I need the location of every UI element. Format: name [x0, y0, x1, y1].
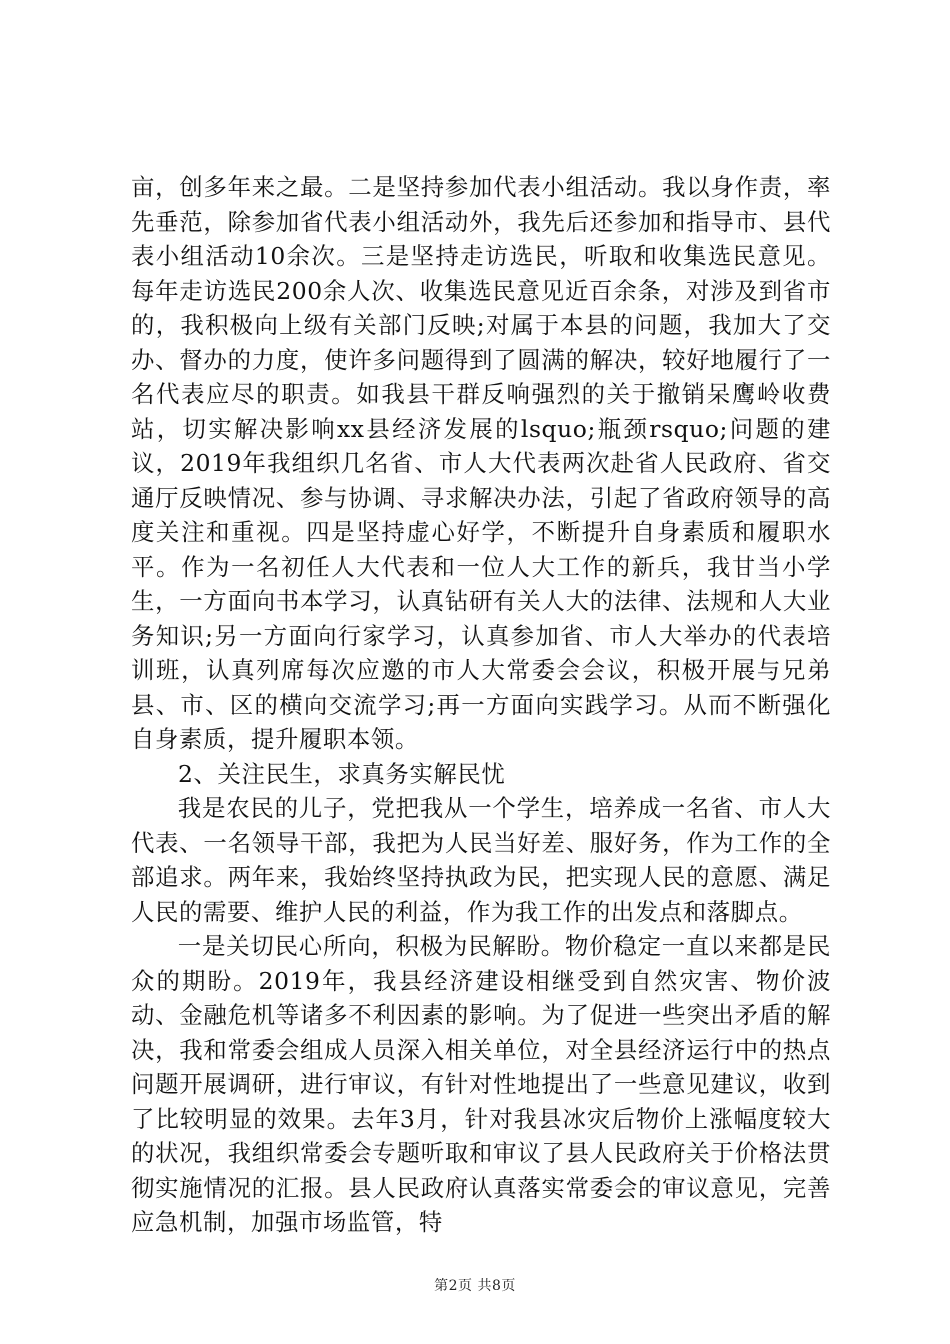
section-heading: 2、关注民生，求真务实解民忧 — [178, 759, 506, 788]
page-number-footer: 第2页 共8页 — [434, 1278, 516, 1294]
document-body — [131, 170, 831, 1240]
body-paragraph: 亩，创多年来之最。二是坚持参加代表小组活动。我以身作责，率先垂范，除参加省代表小组活动外，我先后还参加和指导市、县代表小组活动10余次。三是坚持走访选民，听取和收集选民意见。每年走访选民200余人次、收集选民意见近百余条，对涉及到省市的，我积极向上级有关部门反映;对属于本县的问题，我加大了交办、督办的力度，使许多问题得到了圆满的解决，较好地履行了一名代表应尽的职责。如我县干群反响强烈的关于撤销呆鹰岭收费站，切实解决影响xx县经济发展的lsquo;瓶颈rsquo;问题的建议，2019年我组织几名省、市人大代表两次赴省人民政府、省交通厅反映情况、参与协调、寻求解决办法，引起了省政府领导的高度关注和重视。四是坚持虚心好学，不断提升自身素质和履职水平。作为一名初任人大代表和一位人大工作的新兵，我甘当小学生，一方面向书本学习，认真钻研有关人大的法律、法规和人大业务知识;另一方面向行家学习，认真参加省、市人大举办的代表培训班，认真列席每次应邀的市人大常委会会议，积极开展与兄弟县、市、区的横向交流学习;再一方面向实践学习。从而不断强化自身素质，提升履职本领。 — [131, 173, 831, 753]
body-paragraph: 一是关切民心所向，积极为民解盼。物价稳定一直以来都是民众的期盼。2019年，我县经济建设相继受到自然灾害、物价波动、金融危机等诸多不利因素的影响。为了促进一些突出矛盾的解决，我和常委会组成人员深入相关单位，对全县经济运行中的热点问题开展调研，进行审议，有针对性地提出了一些意见建议，收到了比较明显的效果。去年3月，针对我县冰灾后物价上涨幅度较大的状况，我组织常委会专题听取和审议了县人民政府关于价格法贯彻实施情况的汇报。县人民政府认真落实常委会的审议意见，完善应急机制，加强市场监管，特 — [131, 932, 831, 1236]
body-paragraph: 我是农民的儿子，党把我从一个学生，培养成一名省、市人大代表、一名领导干部，我把为人民当好差、服好务，作为工作的全部追求。两年来，我始终坚持执政为民，把实现人民的意愿、满足人民的需要、维护人民的利益，作为我工作的出发点和落脚点。 — [131, 794, 831, 926]
